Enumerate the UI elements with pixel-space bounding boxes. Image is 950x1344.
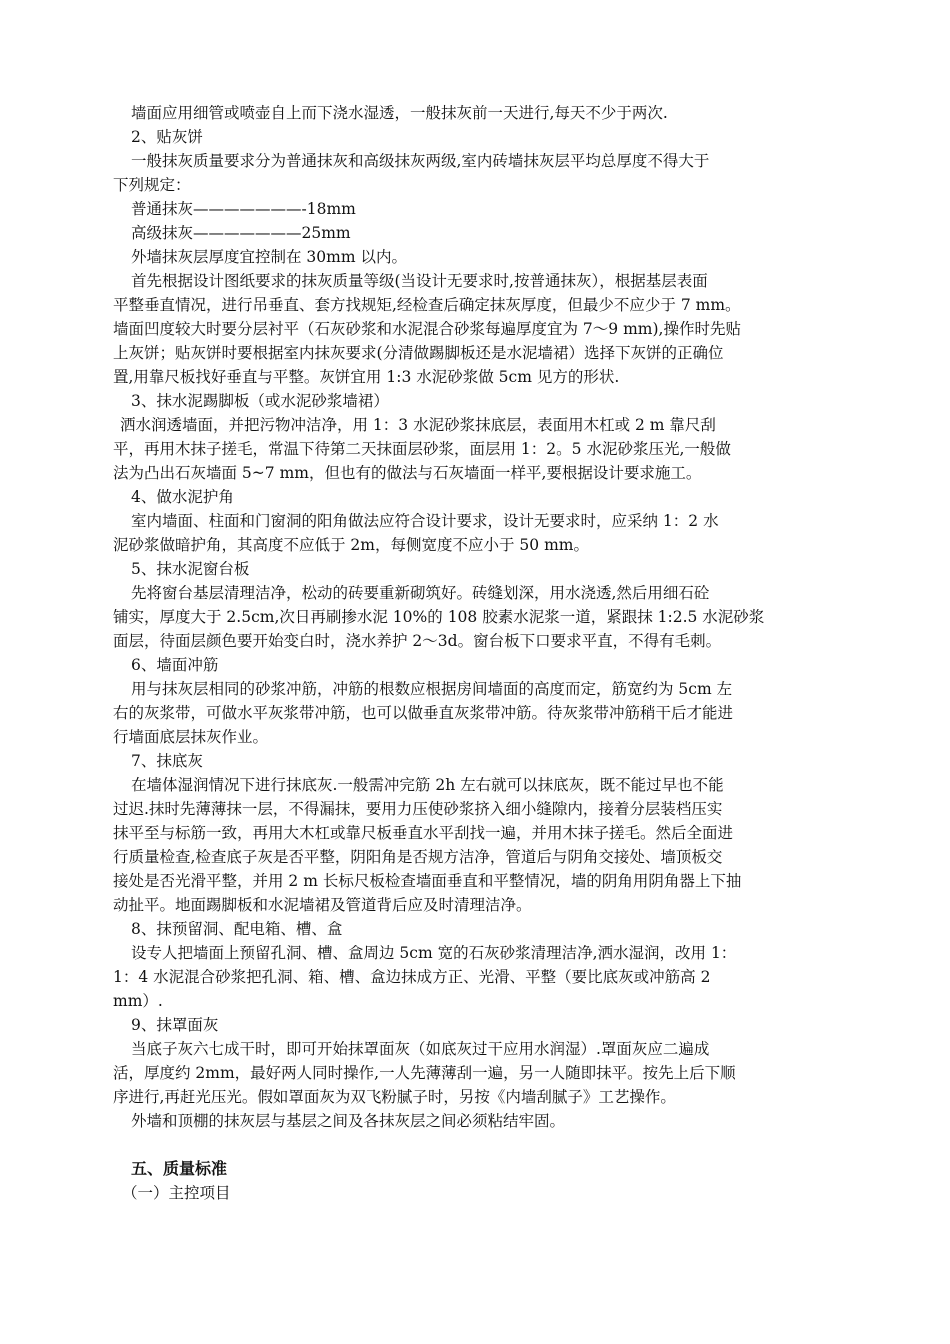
paragraph-line: 当底子灰六七成干时，即可开始抹罩面灰（如底灰过干应用水润湿）.罩面灰应二遍成 — [131, 1040, 710, 1058]
paragraph-line: 平，再用木抹子搓毛，常温下待第二天抹面层砂浆，面层用 1：2。5 水泥砂浆压光,一般做 — [113, 440, 731, 458]
paragraph-line: 行墙面底层抹灰作业。 — [113, 728, 269, 746]
paragraph-line: 外墙和顶棚的抹灰层与基层之间及各抹灰层之间必须粘结牢固。 — [131, 1112, 566, 1130]
subheading: 4、做水泥护角 — [131, 488, 234, 506]
paragraph-line: 行质量检查,检查底子灰是否平整，阴阳角是否规方洁净，管道后与阴角交接处、墙顶板交 — [113, 848, 723, 866]
paragraph-line: 高级抹灰———————25mm — [131, 224, 351, 242]
paragraph-line: 在墙体湿润情况下进行抹底灰.一般需冲完筋 2h 左右就可以抹底灰，既不能过早也不能 — [131, 776, 724, 794]
paragraph-line: 墙面应用细管或喷壶自上而下浇水湿透，一般抹灰前一天进行,每天不少于两次. — [131, 104, 668, 122]
paragraph-line: 过迟.抹时先薄薄抹一层，不得漏抹，要用力压使砂浆挤入细小缝隙内，接着分层装档压实 — [113, 800, 723, 818]
subheading: 9、抹罩面灰 — [131, 1016, 219, 1034]
paragraph-line: 泥砂浆做暗护角，其高度不应低于 2m，每侧宽度不应小于 50 mm。 — [113, 536, 589, 554]
paragraph-line: 活，厚度约 2mm，最好两人同时操作,一人先薄薄刮一遍，另一人随即抹平。按先上后下顺 — [113, 1064, 736, 1082]
paragraph-line: 铺实，厚度大于 2.5cm,次日再刷掺水泥 10%的 108 胶素水泥浆一道，紧跟抹 1:2.5 水泥砂浆 — [113, 608, 765, 626]
subheading: 7、抹底灰 — [131, 752, 203, 770]
paragraph-line: 右的灰浆带，可做水平灰浆带冲筋，也可以做垂直灰浆带冲筋。待灰浆带冲筋稍干后才能进 — [113, 704, 734, 722]
paragraph-line: 接处是否光滑平整，并用 2 m 长标尺板检查墙面垂直和平整情况，墙的阴角用阴角器上下抽 — [113, 872, 742, 890]
paragraph-line: 普通抹灰———————-18mm — [131, 200, 356, 218]
subheading: 2、贴灰饼 — [131, 128, 203, 146]
paragraph-line: 墙面凹度较大时要分层衬平（石灰砂浆和水泥混合砂浆每遍厚度宜为 7～9 mm),操作时先贴 — [113, 320, 741, 338]
paragraph-line: 面层，待面层颜色要开始变白时，浇水养护 2～3d。窗台板下口要求平直，不得有毛刺。 — [113, 632, 722, 650]
section-heading: 五、质量标准 — [131, 1159, 228, 1178]
paragraph-line: 一般抹灰质量要求分为普通抹灰和高级抹灰两级,室内砖墙抹灰层平均总厚度不得大于 — [131, 152, 710, 170]
paragraph-line: 设专人把墙面上预留孔洞、槽、盒周边 5cm 宽的石灰砂浆清理洁净,洒水湿润，改用 1： — [131, 944, 737, 962]
paragraph-line: 动扯平。地面踢脚板和水泥墙裙及管道背后应及时清理洁净。 — [113, 896, 532, 914]
paragraph-line: 室内墙面、柱面和门窗洞的阳角做法应符合设计要求，设计无要求时，应采纳 1：2 水 — [131, 512, 719, 530]
sub-heading: （一）主控项目 — [122, 1184, 231, 1202]
paragraph-line: 首先根据设计图纸要求的抹灰质量等级(当设计无要求时,按普通抹灰），根据基层表面 — [131, 272, 708, 290]
paragraph-line: 下列规定： — [113, 176, 191, 194]
subheading: 6、墙面冲筋 — [131, 656, 219, 674]
paragraph-line: 抹平至与标筋一致，再用大木杠或靠尺板垂直水平刮找一遍，并用木抹子搓毛。然后全面进 — [113, 824, 734, 842]
subheading: 3、抹水泥踢脚板（或水泥砂浆墙裙） — [131, 392, 389, 410]
paragraph-line: 1：4 水泥混合砂浆把孔洞、箱、槽、盒边抹成方正、光滑、平整（要比底灰或冲筋高 2 — [113, 968, 711, 986]
paragraph-line: 先将窗台基层清理洁净，松动的砖要重新砌筑好。砖缝划深，用水浇透,然后用细石砼 — [131, 584, 710, 602]
paragraph-line: 外墙抹灰层厚度宜控制在 30mm 以内。 — [131, 248, 407, 266]
subheading: 8、抹预留洞、配电箱、槽、盒 — [131, 920, 343, 938]
paragraph-line: 置,用靠尺板找好垂直与平整。灰饼宜用 1:3 水泥砂浆做 5cm 见方的形状. — [113, 368, 620, 386]
paragraph-line: mm）. — [113, 992, 163, 1010]
paragraph-line: 序进行,再赶光压光。假如罩面灰为双飞粉腻子时，另按《内墙刮腻子》工艺操作。 — [113, 1088, 676, 1106]
paragraph-line: 平整垂直情况，进行吊垂直、套方找规矩,经检查后确定抹灰厚度，但最少不应少于 7 mm。 — [113, 296, 741, 314]
paragraph-line: 洒水润透墙面，并把污物冲洁净，用 1：3 水泥砂浆抹底层，表面用木杠或 2 m 靠尺刮 — [120, 416, 716, 434]
paragraph-line: 法为凸出石灰墙面 5~7 mm，但也有的做法与石灰墙面一样平,要根据设计要求施工。 — [113, 464, 702, 482]
paragraph-line: 用与抹灰层相同的砂浆冲筋，冲筋的根数应根据房间墙面的高度而定，筋宽约为 5cm 左 — [131, 680, 733, 698]
subheading: 5、抹水泥窗台板 — [131, 560, 250, 578]
paragraph-line: 上灰饼；贴灰饼时要根据室内抹灰要求(分清做踢脚板还是水泥墙裙）选择下灰饼的正确位 — [113, 344, 724, 362]
